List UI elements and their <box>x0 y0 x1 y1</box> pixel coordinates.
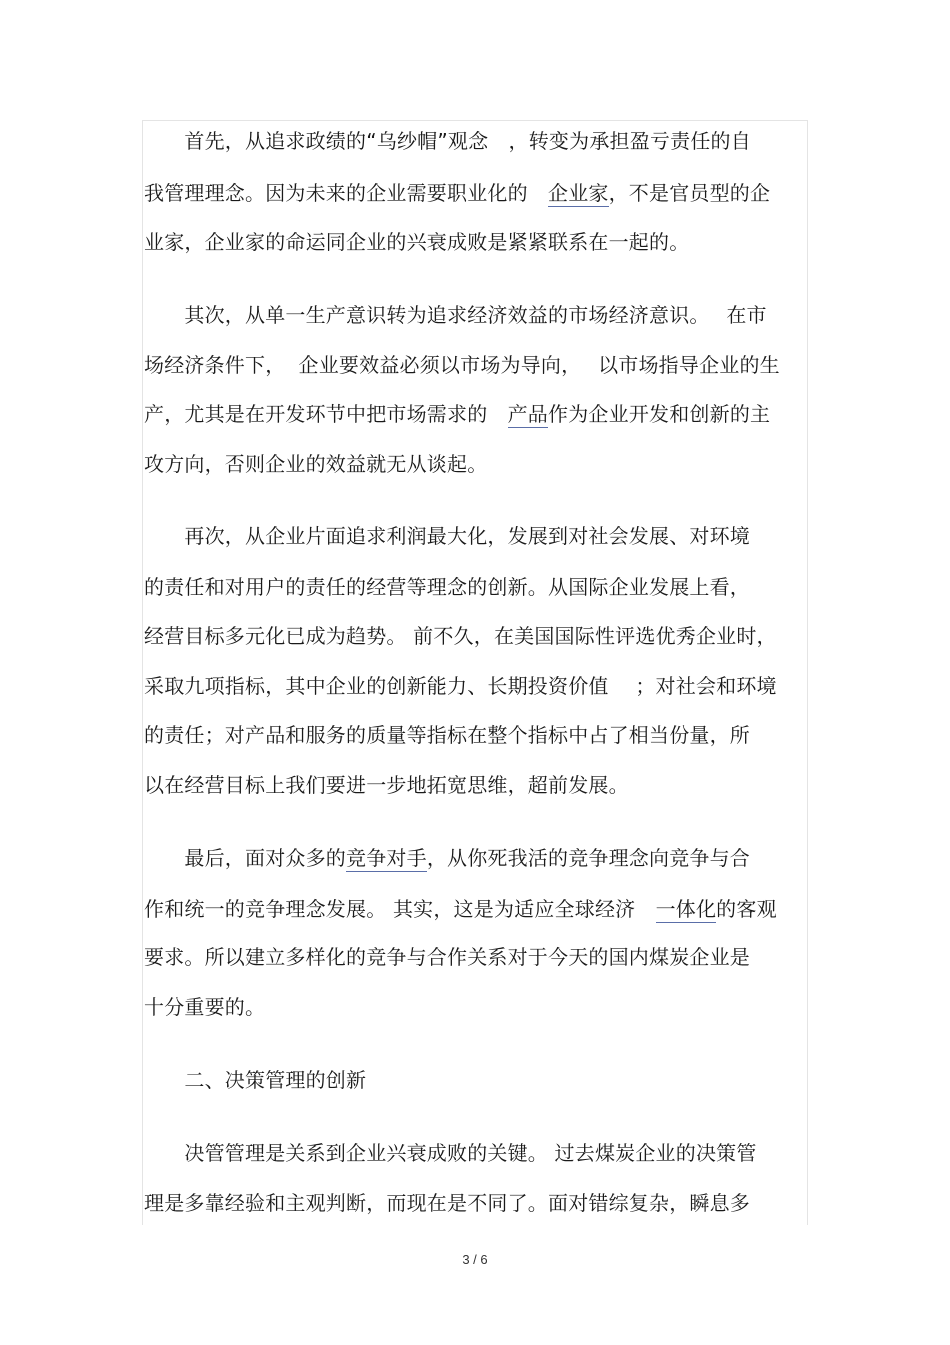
text-span: 最后，面对众多的 <box>144 846 346 870</box>
text-span: ，从你死我活的竞争理念向竞争与合 <box>426 846 751 870</box>
text-line: 业家，企业家的命运同企业的兴衰成败是紧紧联系在一起的。 <box>144 230 690 254</box>
text-line: 决管管理是关系到企业兴衰成败的关键。 过去煤炭企业的决策管 <box>144 1141 757 1165</box>
link-competitor[interactable]: 竞争对手 <box>346 846 427 870</box>
text-line: 经营目标多元化已成为趋势。 前不久，在美国国际性评选优秀企业时， <box>144 624 777 648</box>
page-number: 3 / 6 <box>462 1252 488 1267</box>
text-line: 理是多靠经验和主观判断，而现在是不同了。面对错综复杂，瞬息多 <box>144 1191 750 1215</box>
link-product[interactable]: 产品 <box>507 402 549 426</box>
text-span: 我管理理念。因为未来的企业需要职业化的 <box>144 181 548 205</box>
text-line: 的责任和对用户的责任的经营等理念的创新。从国际企业发展上看， <box>144 575 750 599</box>
text-line <box>144 180 770 206</box>
text-line <box>144 896 777 922</box>
text-line: 采取九项指标，其中企业的创新能力、长期投资价值 ；对社会和环境 <box>144 674 777 698</box>
text-span: 产，尤其是在开发环节中把市场需求的 <box>144 402 508 426</box>
text-span: ，不是官员型的企 <box>608 181 771 205</box>
text-span: 的客观 <box>716 897 777 921</box>
text-line: 的责任；对产品和服务的质量等指标在整个指标中占了相当份量，所 <box>144 723 750 747</box>
link-integration[interactable]: 一体化 <box>655 897 717 921</box>
text-line <box>144 401 770 427</box>
text-line: 场经济条件下， 企业要效益必须以市场为导向， 以市场指导企业的生 <box>144 353 780 377</box>
text-line <box>144 845 750 871</box>
text-span: 作和统一的竞争理念发展。 其实，这是为适应全球经济 <box>144 897 656 921</box>
text-line: 要求。所以建立多样化的竞争与合作关系对于今天的国内煤炭企业是 <box>144 945 750 969</box>
text-line: 十分重要的。 <box>144 995 266 1019</box>
text-line: 再次，从企业片面追求利润最大化，发展到对社会发展、对环境 <box>144 524 750 548</box>
text-line: 以在经营目标上我们要进一步地拓宽思维，超前发展。 <box>144 773 629 797</box>
section-heading: 二、决策管理的创新 <box>144 1068 367 1092</box>
link-entrepreneur[interactable]: 企业家 <box>548 181 609 205</box>
text-line: 其次，从单一生产意识转为追求经济效益的市场经济意识。 在市 <box>144 303 767 327</box>
text-span: 作为企业开发和创新的主 <box>548 402 771 426</box>
text-line: 攻方向，否则企业的效益就无从谈起。 <box>144 452 488 476</box>
text-line: 首先，从追求政绩的“乌纱帽”观念 ，转变为承担盈亏责任的自 <box>144 129 751 153</box>
